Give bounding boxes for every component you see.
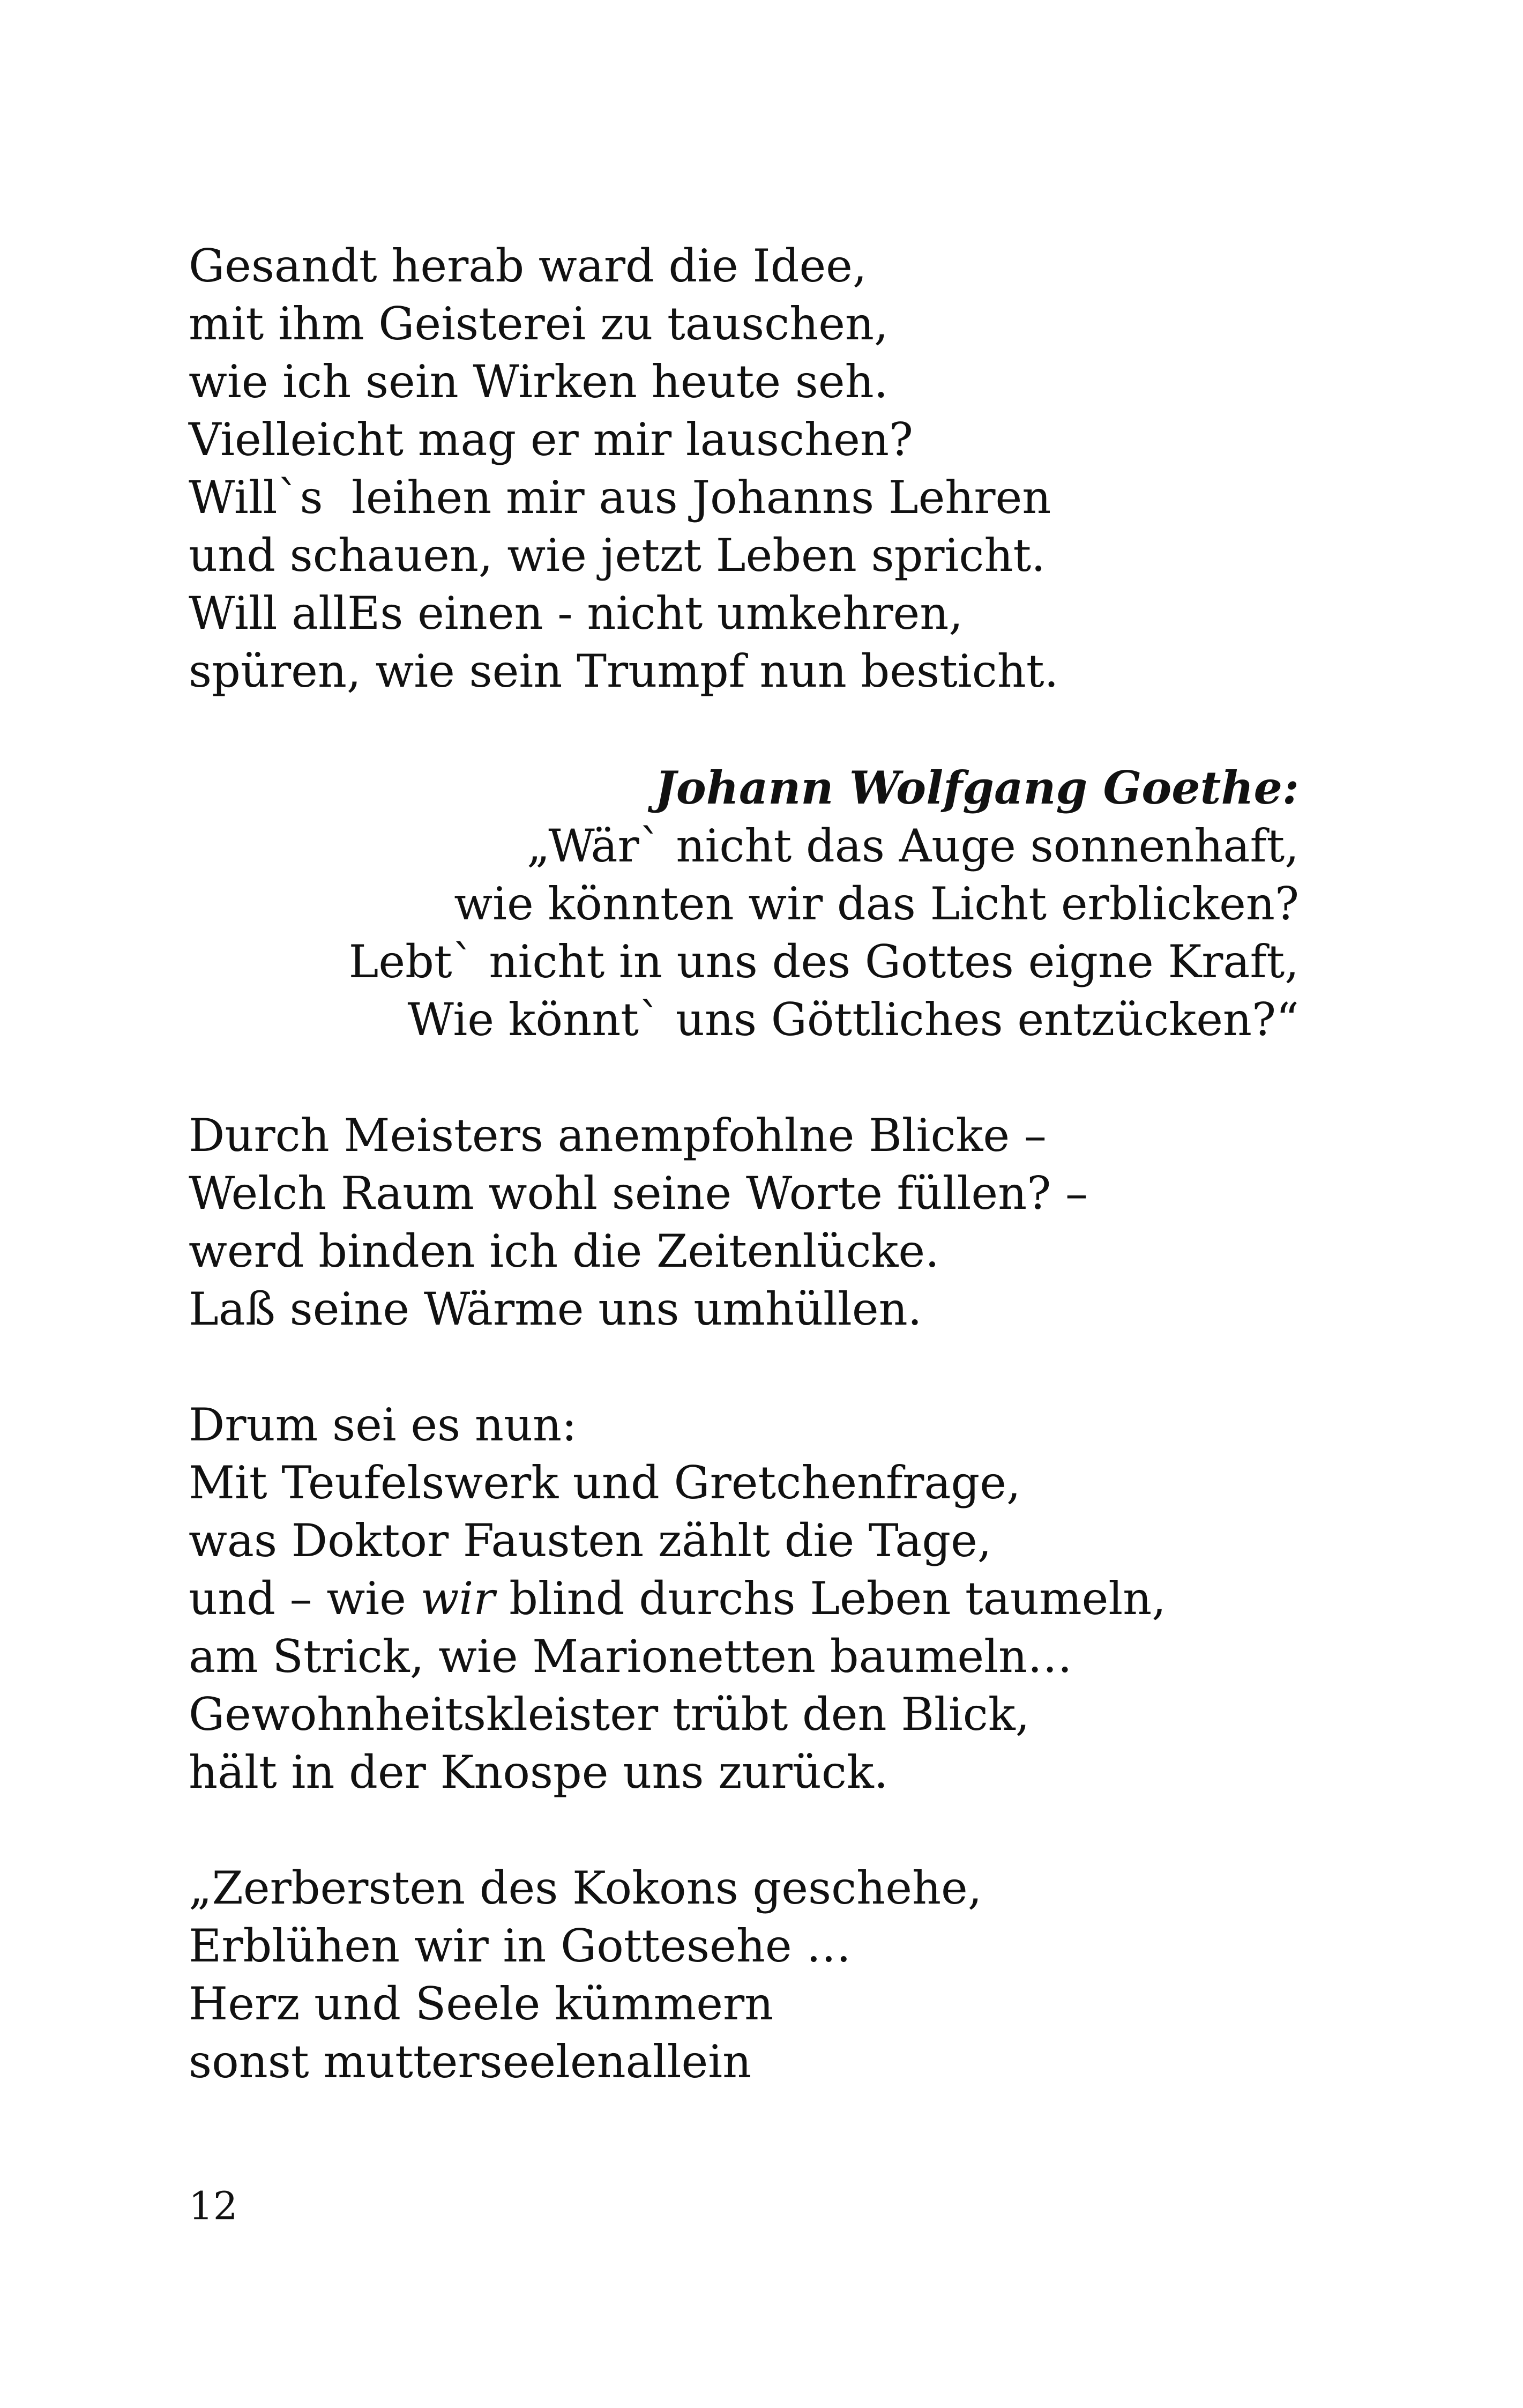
poem-line: Drum sei es nun: bbox=[189, 1399, 577, 1451]
quote-attribution: Johann Wolfgang Goethe: bbox=[655, 761, 1299, 814]
quote-line: wie könnten wir das Licht erblicken? bbox=[454, 878, 1299, 930]
poem-line: werd binden ich die Zeitenlücke. bbox=[189, 1225, 939, 1277]
poem-line: mit ihm Geisterei zu tauschen, bbox=[189, 298, 889, 350]
poem-line: Laß seine Wärme uns umhüllen. bbox=[189, 1283, 922, 1335]
quote-line: Wie könnt` uns Göttliches entzücken?“ bbox=[407, 993, 1299, 1046]
poem-line: was Doktor Fausten zählt die Tage, bbox=[189, 1514, 992, 1567]
poem-line: hält in der Knospe uns zurück. bbox=[189, 1746, 889, 1798]
poem-line: Durch Meisters anempfohlne Blicke – bbox=[189, 1109, 1047, 1162]
poem-line: Gewohnheitskleister trübt den Blick, bbox=[189, 1688, 1030, 1741]
poem-line: Erblühen wir in Gottesehe … bbox=[189, 1920, 852, 1972]
quote-line: Lebt` nicht in uns des Gottes eigne Kraft, bbox=[348, 935, 1299, 988]
poem-line: Herz und Seele kümmern bbox=[189, 1978, 774, 2030]
poem-line: spüren, wie sein Trumpf nun besticht. bbox=[189, 645, 1059, 697]
poem-line: am Strick, wie Marionetten baumeln… bbox=[189, 1630, 1073, 1683]
poem-line: Gesandt herab ward die Idee, bbox=[189, 240, 867, 292]
emphasized-word: wir bbox=[420, 1572, 495, 1625]
poem-line: Welch Raum wohl seine Worte füllen? – bbox=[189, 1167, 1088, 1220]
poem-line bbox=[189, 1570, 1166, 1627]
poem-line: Vielleicht mag er mir lauschen? bbox=[189, 413, 913, 466]
page-number: 12 bbox=[189, 2183, 238, 2228]
poem-line: und schauen, wie jetzt Leben spricht. bbox=[189, 529, 1046, 582]
poem-line: „Zerbersten des Kokons geschehe, bbox=[189, 1862, 982, 1914]
poem-line: Will allEs einen - nicht umkehren, bbox=[189, 587, 964, 640]
poem-line: Mit Teufelswerk und Gretchenfrage, bbox=[189, 1456, 1021, 1509]
poem-line: Will`s leihen mir aus Johanns Lehren bbox=[189, 471, 1051, 524]
quote-line: „Wär` nicht das Auge sonnenhaft, bbox=[526, 820, 1299, 872]
line-text: und – wie bbox=[189, 1572, 421, 1625]
line-text: blind durchs Leben taumeln, bbox=[495, 1572, 1166, 1625]
poem-line: sonst mutterseelenallein bbox=[189, 2035, 752, 2088]
poem-line: wie ich sein Wirken heute seh. bbox=[189, 355, 889, 408]
